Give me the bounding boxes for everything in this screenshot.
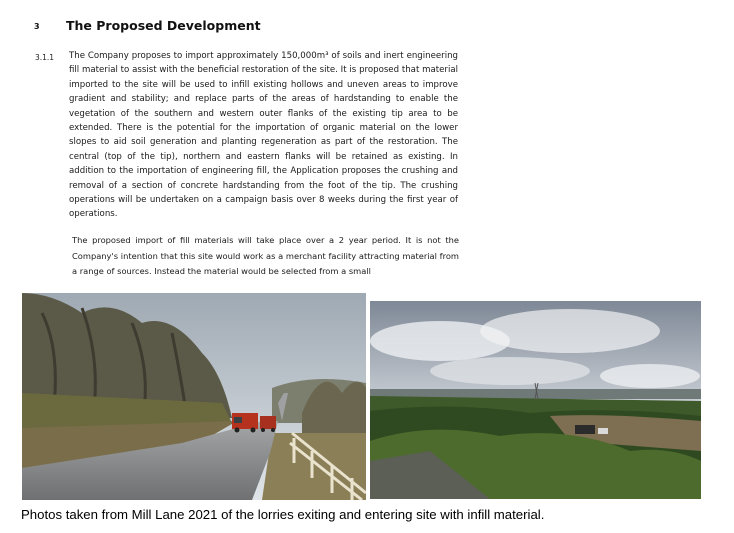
section-title: The Proposed Development: [66, 18, 261, 33]
paragraph-body-continued: The proposed import of fill materials will take place over a 2 year period. It is not the Company's intention that this site would work as a merchant facility attracting material from a range of sources. Instead the material would be selected from a small: [72, 235, 459, 276]
paragraph-body: The Company proposes to import approximately 150,000m³ of soils and inert engineering fill material to assist with the beneficial restoration of the site. It is proposed that material imported to the site will be used to infill existing hollows and uneven areas to improve gradient and stability; and replace parts of the areas of hardstanding to enable the vegetation of the southern and western outer flanks of the existing tip area to be extended. There is the potential for the importation of organic material on the lower slopes to aid soil generation and planting regeneration as part of the restoration. The central (top of the tip), northern and eastern flanks will be retained as existing. In addition to the importation of engineering fill, the Application proposes the crushing and removal of a section of concrete hardstanding from the foot of the tip. The crushing operations will be undertaken on a campaign basis over 8 weeks during the first year of operations.: [69, 51, 458, 220]
paragraph-number: 3.1.1: [35, 53, 55, 62]
tip-landscape-icon: [370, 301, 701, 499]
photo-caption: Photos taken from Mill Lane 2021 of the lorries exiting and entering site with infill material.: [21, 507, 545, 522]
section-heading: [34, 18, 261, 33]
photo-lane-lorries: [22, 293, 366, 500]
lane-with-lorries-icon: [22, 293, 366, 500]
section-number: 3: [34, 22, 40, 31]
photo-tip-landscape: [370, 301, 701, 499]
